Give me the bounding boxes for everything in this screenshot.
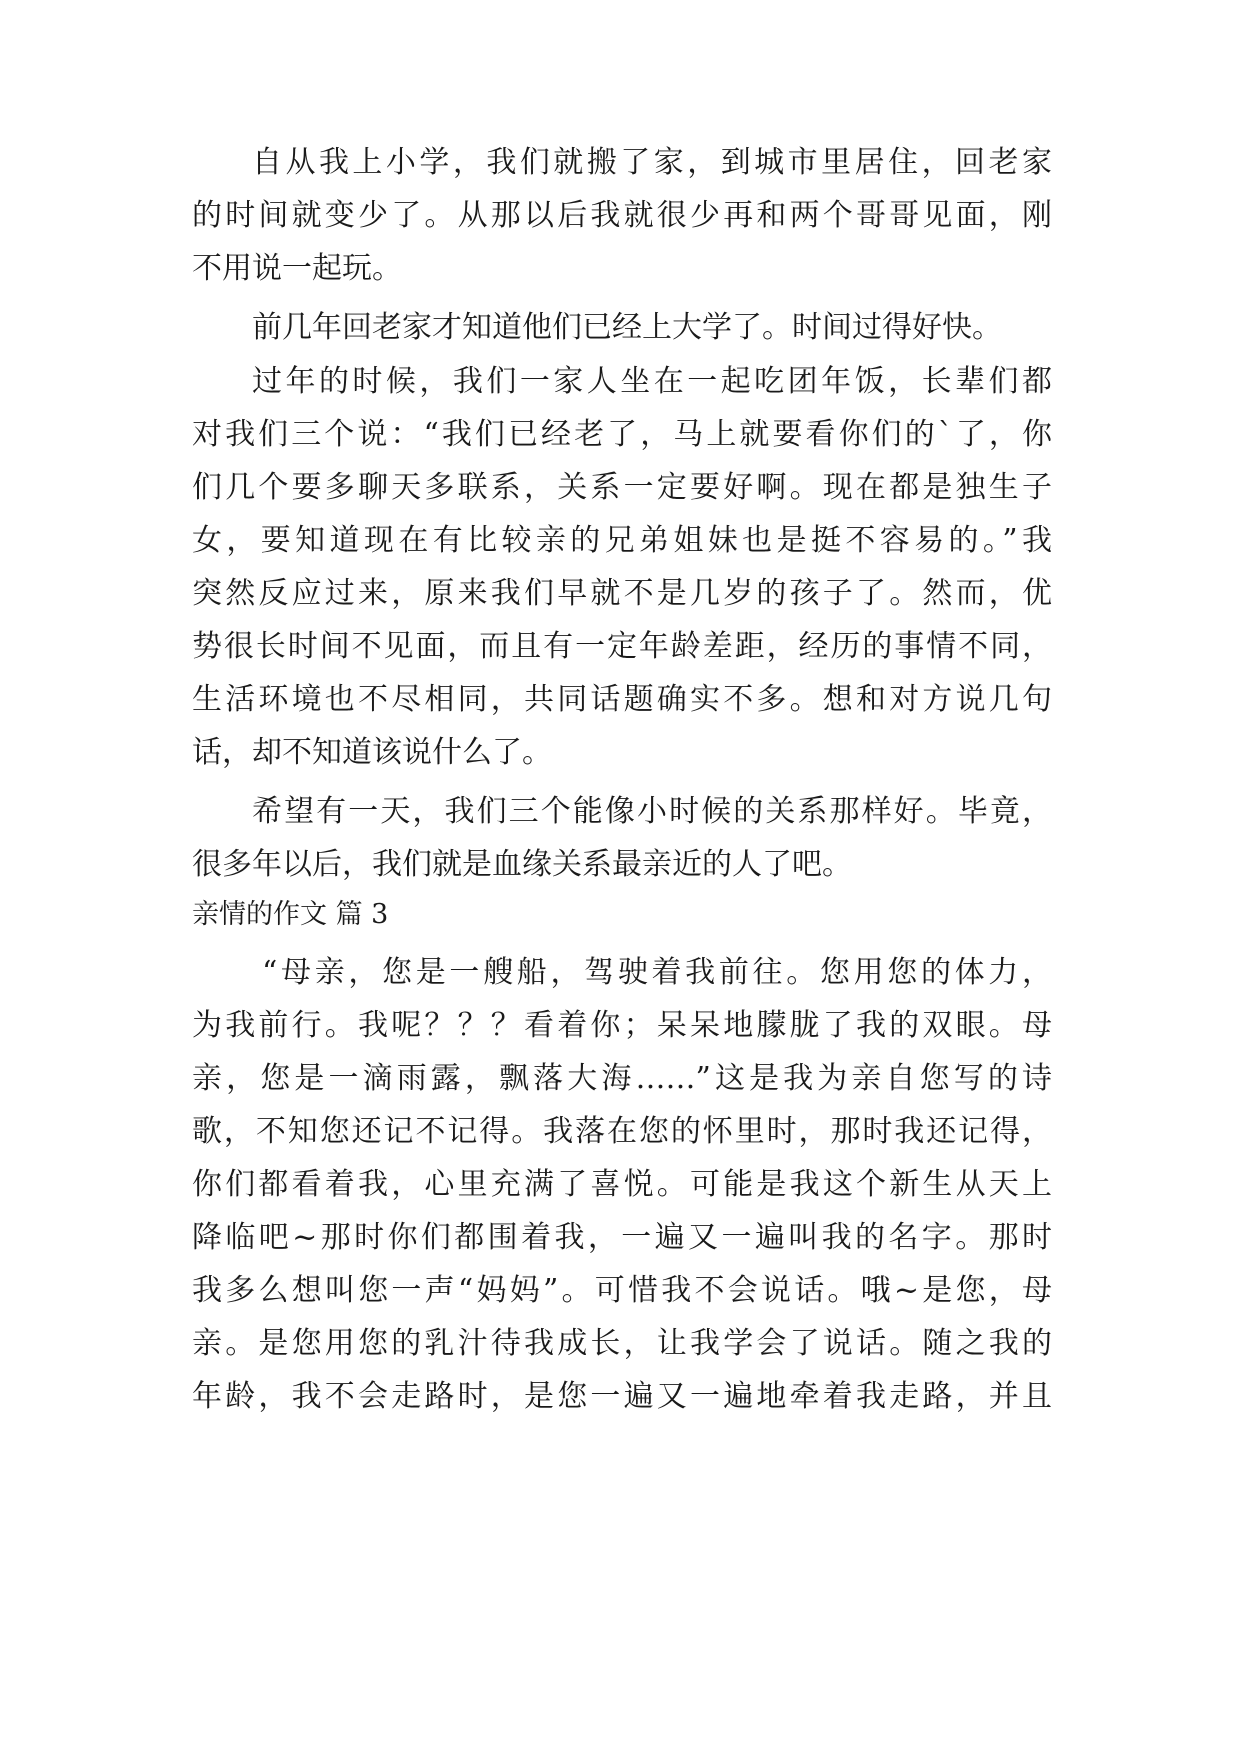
text-line: 对我们三个说：“我们已经老了，马上就要看你们的`了，你 (192, 417, 1052, 452)
text-line: 希望有一天，我们三个能像小时候的关系那样好。毕竟， (252, 794, 1052, 829)
text-line: 我多么想叫您一声“妈妈”。可惜我不会说话。哦~是您，母 (192, 1273, 1052, 1308)
text-line: 不用说一起玩。 (192, 251, 402, 286)
text-line: “母亲，您是一艘船，驾驶着我前往。您用您的体力， (262, 955, 1052, 990)
text-line: 前几年回老家才知道他们已经上大学了。时间过得好快。 (252, 310, 1002, 345)
text-line: 为我前行。我呢？？？看着你；呆呆地朦胧了我的双眼。母 (192, 1008, 1052, 1043)
text-line: 的时间就变少了。从那以后我就很少再和两个哥哥见面，刚 (192, 198, 1052, 233)
text-line: 们几个要多聊天多联系，关系一定要好啊。现在都是独生子 (192, 470, 1052, 505)
text-line: 突然反应过来，原来我们早就不是几岁的孩子了。然而，优 (192, 576, 1052, 611)
text-line: 生活环境也不尽相同，共同话题确实不多。想和对方说几句 (192, 682, 1052, 717)
text-line: 话，却不知道该说什么了。 (192, 735, 552, 770)
text-line: 势很长时间不见面，而且有一定年龄差距，经历的事情不同， (192, 629, 1052, 664)
text-line: 很多年以后，我们就是血缘关系最亲近的人了吧。 (192, 847, 852, 882)
text-line: 亲，您是一滴雨露，飘落大海……”这是我为亲自您写的诗 (192, 1061, 1052, 1096)
section-heading: 亲情的作文 篇 3 (192, 899, 389, 930)
text-line: 降临吧~那时你们都围着我，一遍又一遍叫我的名字。那时 (192, 1220, 1052, 1255)
text-line: 你们都看着我，心里充满了喜悦。可能是我这个新生从天上 (192, 1167, 1052, 1202)
text-line: 过年的时候，我们一家人坐在一起吃团年饭，长辈们都 (252, 364, 1052, 399)
text-line: 歌，不知您还记不记得。我落在您的怀里时，那时我还记得， (192, 1114, 1052, 1149)
text-line: 自从我上小学，我们就搬了家，到城市里居住，回老家 (252, 145, 1052, 180)
text-line: 女，要知道现在有比较亲的兄弟姐妹也是挺不容易的。”我 (192, 523, 1052, 558)
text-line: 年龄，我不会走路时，是您一遍又一遍地牵着我走路，并且 (192, 1379, 1052, 1414)
text-line: 亲。是您用您的乳汁待我成长，让我学会了说话。随之我的 (192, 1326, 1052, 1361)
